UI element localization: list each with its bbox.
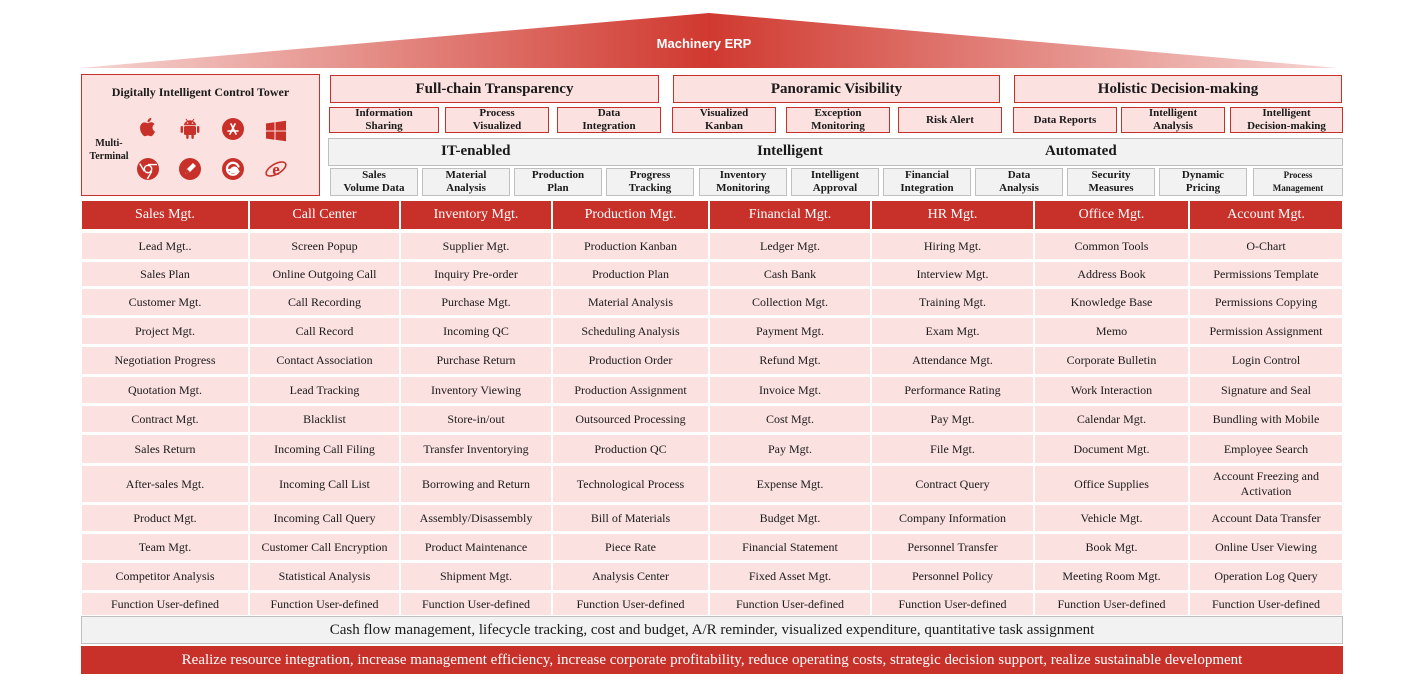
- module-item: Function User-defined: [250, 593, 399, 615]
- module-item: Purchase Return: [401, 347, 551, 374]
- ie-icon: [264, 157, 288, 181]
- module-item: Function User-defined: [82, 593, 248, 615]
- module-item: File Mgt.: [872, 435, 1033, 463]
- module-item: Piece Rate: [553, 534, 708, 560]
- feature-box: Dynamic Pricing: [1159, 168, 1247, 196]
- tower-title: Digitally Intelligent Control Tower: [111, 85, 290, 99]
- module-item: Analysis Center: [553, 563, 708, 590]
- pillar-item-label: Intelligent Decision-making: [1247, 107, 1326, 132]
- module-item: Assembly/Disassembly: [401, 505, 551, 531]
- module-item: Account Data Transfer: [1190, 505, 1342, 531]
- module-item: After-sales Mgt.: [82, 466, 248, 502]
- module-item: Memo: [1035, 318, 1188, 344]
- module-item: Exam Mgt.: [872, 318, 1033, 344]
- feature-box: Material Analysis: [422, 168, 510, 196]
- module-item: Competitor Analysis: [82, 563, 248, 590]
- module-header: Call Center: [250, 201, 399, 229]
- module-item: Bill of Materials: [553, 505, 708, 531]
- module-header: Inventory Mgt.: [401, 201, 551, 229]
- module-item: Collection Mgt.: [710, 289, 870, 315]
- module-item: Cost Mgt.: [710, 406, 870, 432]
- module-item: Hiring Mgt.: [872, 233, 1033, 259]
- module-header: Office Mgt.: [1035, 201, 1188, 229]
- pillar-item: [898, 107, 1002, 133]
- module-item: Address Book: [1035, 262, 1188, 286]
- module-item: Online Outgoing Call: [250, 262, 399, 286]
- pillar-item: [672, 107, 776, 133]
- feature-box: Financial Integration: [883, 168, 971, 196]
- automated-label: Automated: [1045, 143, 1117, 159]
- pillar-full-chain-transparency: Full-chain Transparency: [330, 75, 659, 103]
- module-item: Ledger Mgt.: [710, 233, 870, 259]
- module-item: Pay Mgt.: [872, 406, 1033, 432]
- feature-box: Data Analysis: [975, 168, 1063, 196]
- module-item: Transfer Inventorying: [401, 435, 551, 463]
- pillar-item: [1230, 107, 1343, 133]
- multi-terminal-label: Multi- Terminal: [89, 138, 129, 162]
- pillar-item: [329, 107, 439, 133]
- module-item: Cash Bank: [710, 262, 870, 286]
- module-header: Sales Mgt.: [82, 201, 248, 229]
- module-header: Financial Mgt.: [710, 201, 870, 229]
- module-item: Outsourced Processing: [553, 406, 708, 432]
- module-item: Negotiation Progress: [82, 347, 248, 374]
- module-item: Product Mgt.: [82, 505, 248, 531]
- module-item: Production Kanban: [553, 233, 708, 259]
- module-item: Training Mgt.: [872, 289, 1033, 315]
- pillar-item-label: Visualized Kanban: [699, 107, 749, 132]
- module-item: Meeting Room Mgt.: [1035, 563, 1188, 590]
- module-item: Work Interaction: [1035, 377, 1188, 403]
- module-item: Technological Process: [553, 466, 708, 502]
- module-item: Screen Popup: [250, 233, 399, 259]
- module-item: Company Information: [872, 505, 1033, 531]
- module-item: Sales Return: [82, 435, 248, 463]
- windows-icon: [264, 119, 288, 143]
- pillar-item-label: Intelligent Analysis: [1148, 107, 1198, 132]
- pillar-item: [786, 107, 890, 133]
- module-header: Production Mgt.: [553, 201, 708, 229]
- module-item: Performance Rating: [872, 377, 1033, 403]
- module-item: Store-in/out: [401, 406, 551, 432]
- pillar-item-label: Information Sharing: [355, 107, 413, 132]
- summary-bar: Cash flow management, lifecycle tracking, cost and budget, A/R reminder, visualized expenditure, quantitative task assignment: [81, 616, 1343, 644]
- chrome-icon: [136, 157, 160, 181]
- module-item: Pay Mgt.: [710, 435, 870, 463]
- module-item: Refund Mgt.: [710, 347, 870, 374]
- module-item: Customer Call Encryption: [250, 534, 399, 560]
- control-tower: [81, 74, 320, 196]
- module-item: Knowledge Base: [1035, 289, 1188, 315]
- pillar-item-label: Data Integration: [582, 107, 636, 132]
- module-item: Incoming Call Filing: [250, 435, 399, 463]
- module-item: Project Mgt.: [82, 318, 248, 344]
- module-item: Call Record: [250, 318, 399, 344]
- module-item: Invoice Mgt.: [710, 377, 870, 403]
- module-item: Material Analysis: [553, 289, 708, 315]
- module-item: Sales Plan: [82, 262, 248, 286]
- module-item: Book Mgt.: [1035, 534, 1188, 560]
- module-item: Personnel Policy: [872, 563, 1033, 590]
- pillar-item-label: Data Reports: [1033, 113, 1097, 126]
- module-item: Function User-defined: [872, 593, 1033, 615]
- module-item: Production QC: [553, 435, 708, 463]
- module-item: Budget Mgt.: [710, 505, 870, 531]
- module-item: Common Tools: [1035, 233, 1188, 259]
- module-item: Corporate Bulletin: [1035, 347, 1188, 374]
- android-icon: [178, 117, 202, 141]
- feature-box: Sales Volume Data: [330, 168, 418, 196]
- module-item: Contract Query: [872, 466, 1033, 502]
- module-item: Function User-defined: [1035, 593, 1188, 615]
- module-item: Permissions Copying: [1190, 289, 1342, 315]
- pillar-item: [1121, 107, 1225, 133]
- module-item: Contact Association: [250, 347, 399, 374]
- module-item: Incoming Call List: [250, 466, 399, 502]
- module-item: Bundling with Mobile: [1190, 406, 1342, 432]
- pillar-holistic-decision-making: Holistic Decision-making: [1014, 75, 1342, 103]
- module-item: Quotation Mgt.: [82, 377, 248, 403]
- module-item: Payment Mgt.: [710, 318, 870, 344]
- pillar-item: [1013, 107, 1117, 133]
- module-item: Document Mgt.: [1035, 435, 1188, 463]
- app-store-icon: [221, 117, 245, 141]
- module-item: Scheduling Analysis: [553, 318, 708, 344]
- module-item: Shipment Mgt.: [401, 563, 551, 590]
- feature-box: Intelligent Approval: [791, 168, 879, 196]
- module-item: Operation Log Query: [1190, 563, 1342, 590]
- module-item: Incoming QC: [401, 318, 551, 344]
- module-item: Customer Mgt.: [82, 289, 248, 315]
- intelligent-label: Intelligent: [757, 143, 823, 159]
- pillar-item-label: Process Visualized: [472, 107, 522, 132]
- edge-icon: [221, 157, 245, 181]
- module-item: Function User-defined: [401, 593, 551, 615]
- svg-text:e: e: [272, 160, 280, 179]
- roof-title: Machinery ERP: [656, 36, 752, 51]
- module-item: Expense Mgt.: [710, 466, 870, 502]
- pillar-item: [445, 107, 549, 133]
- feature-box: Inventory Monitoring: [699, 168, 787, 196]
- module-item: O-Chart: [1190, 233, 1342, 259]
- module-item: Blacklist: [250, 406, 399, 432]
- module-item: Fixed Asset Mgt.: [710, 563, 870, 590]
- module-item: Incoming Call Query: [250, 505, 399, 531]
- module-item: Production Assignment: [553, 377, 708, 403]
- module-item: Lead Tracking: [250, 377, 399, 403]
- module-item: Lead Mgt..: [82, 233, 248, 259]
- module-item: Function User-defined: [710, 593, 870, 615]
- module-item: Signature and Seal: [1190, 377, 1342, 403]
- module-item: Production Plan: [553, 262, 708, 286]
- capability-bar: [328, 138, 1343, 166]
- module-item: Account Freezing and Activation: [1190, 466, 1342, 502]
- goal-banner: Realize resource integration, increase management efficiency, increase corporate profitability, reduce operating costs, strategic decision support, realize sustainable development: [81, 646, 1343, 674]
- module-item: Interview Mgt.: [872, 262, 1033, 286]
- apple-icon: [136, 115, 160, 139]
- pillar-item-label: Risk Alert: [926, 113, 974, 126]
- feature-box: Progress Tracking: [606, 168, 694, 196]
- module-header: HR Mgt.: [872, 201, 1033, 229]
- module-item: Product Maintenance: [401, 534, 551, 560]
- module-item: Statistical Analysis: [250, 563, 399, 590]
- module-item: Calendar Mgt.: [1035, 406, 1188, 432]
- module-item: Vehicle Mgt.: [1035, 505, 1188, 531]
- module-item: Office Supplies: [1035, 466, 1188, 502]
- pen-icon: [178, 157, 202, 181]
- feature-box: Process Management: [1253, 168, 1343, 196]
- module-item: Inventory Viewing: [401, 377, 551, 403]
- module-item: Call Recording: [250, 289, 399, 315]
- module-item: Inquiry Pre-order: [401, 262, 551, 286]
- module-item: Borrowing and Return: [401, 466, 551, 502]
- module-item: Login Control: [1190, 347, 1342, 374]
- module-item: Financial Statement: [710, 534, 870, 560]
- pillar-panoramic-visibility: Panoramic Visibility: [673, 75, 1000, 103]
- module-item: Permissions Template: [1190, 262, 1342, 286]
- module-item: Personnel Transfer: [872, 534, 1033, 560]
- module-item: Purchase Mgt.: [401, 289, 551, 315]
- module-item: Permission Assignment: [1190, 318, 1342, 344]
- module-item: Function User-defined: [1190, 593, 1342, 615]
- module-item: Contract Mgt.: [82, 406, 248, 432]
- feature-box: Security Measures: [1067, 168, 1155, 196]
- module-item: Function User-defined: [553, 593, 708, 615]
- module-item: Employee Search: [1190, 435, 1342, 463]
- module-item: Attendance Mgt.: [872, 347, 1033, 374]
- module-item: Supplier Mgt.: [401, 233, 551, 259]
- pillar-item-label: Exception Monitoring: [811, 107, 865, 132]
- pillar-item: [557, 107, 661, 133]
- it-enabled-label: IT-enabled: [441, 143, 511, 159]
- module-item: Online User Viewing: [1190, 534, 1342, 560]
- module-item: Production Order: [553, 347, 708, 374]
- module-item: Team Mgt.: [82, 534, 248, 560]
- module-header: Account Mgt.: [1190, 201, 1342, 229]
- feature-box: Production Plan: [514, 168, 602, 196]
